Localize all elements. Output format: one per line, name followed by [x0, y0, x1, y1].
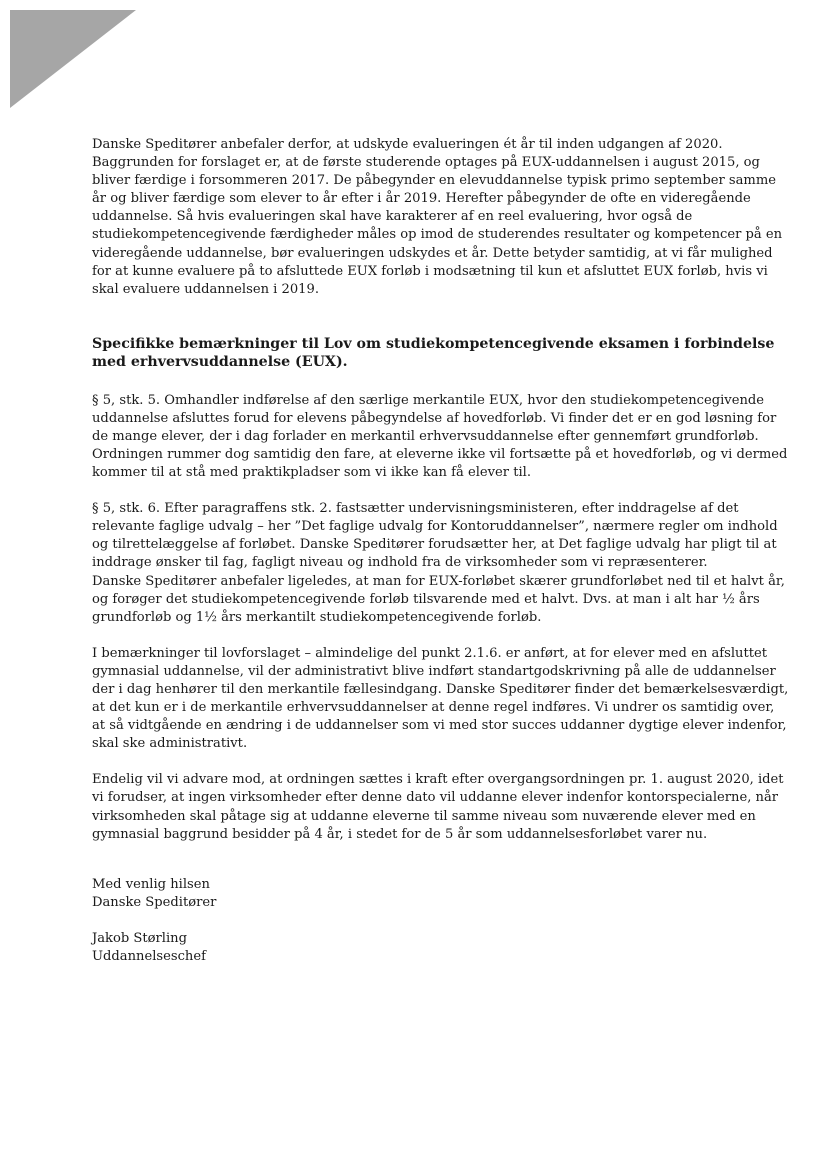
- text-line: gymnasial baggrund besidder på 4 år, i stedet for de 5 år som uddannelsesforløbet varer nu.: [92, 826, 708, 842]
- text-line: videregående uddannelse, bør evalueringen udskydes et år. Dette betyder samtidig, at vi får mulighed: [92, 245, 773, 261]
- paragraph-evaluation: [92, 136, 783, 299]
- text-line: kommer til at stå med praktikpladser som vi ikke kan få elever til.: [92, 465, 532, 481]
- text-line: relevante faglige udvalg – her ”Det faglige udvalg for Kontoruddannelser”, nærmere regler om indhold: [92, 519, 778, 535]
- text-line: for at kunne evaluere på to afsluttede EUX forløb i modsætning til kun et afsluttet EUX forløb, hvis vi: [92, 263, 768, 279]
- text-line: Danske Speditører anbefaler derfor, at udskyde evalueringen ét år til inden udgangen af 2020.: [92, 137, 723, 152]
- text-line: de mange elever, der i dag forlader en merkantil erhvervsuddannelse efter gennemført grundforløb.: [92, 428, 759, 444]
- text-line: uddannelse afsluttes forud for elevens påbegyndelse af hovedforløb. Vi finder det er en god løsning for: [92, 410, 777, 426]
- text-line: § 5, stk. 6. Efter paragraffens stk. 2. fastsætter undervisningsministeren, efter inddragelse af det: [92, 501, 739, 517]
- text-line: inddrage ønsker til fag, fagligt niveau og indhold fra de virksomheder som vi repræsenterer.: [92, 555, 708, 571]
- text-line: Baggrunden for forslaget er, at de første studerende optages på EUX-uddannelsen i august 2015, og: [92, 155, 760, 171]
- heading-line: med erhvervsuddannelse (EUX).: [92, 354, 348, 371]
- text-line: skal evaluere uddannelsen i 2019.: [92, 281, 320, 297]
- signer-name: Jakob Størling: [92, 930, 187, 946]
- heading-line: Specifikke bemærkninger til Lov om studiekompetencegivende eksamen i forbindelse: [92, 335, 775, 352]
- paragraph-warning: [92, 771, 784, 843]
- text-line: virksomheden skal påtage sig at uddanne eleverne til samme niveau som nuværende elever med en: [92, 808, 756, 824]
- greeting: Med venlig hilsen: [92, 876, 210, 892]
- text-line: at det kun er i de merkantile erhvervsuddannelser at denne regel indføres. Vi undrer os samtidig over,: [92, 700, 775, 716]
- text-line: bliver færdige i forsommeren 2017. De påbegynder en elevuddannelse typisk primo september samme: [92, 173, 776, 189]
- text-line: gymnasial uddannelse, vil der administrativt blive indført standartgodskrivning på alle de uddannelser: [92, 663, 776, 679]
- text-line: Ordningen rummer dog samtidig den fare, at eleverne ikke vil fortsætte på et hovedforløb, og vi dermed: [92, 446, 788, 462]
- section-heading: [92, 335, 775, 372]
- text-line: og forøger det studiekompetencegivende forløb tilsvarende med et halvt. Dvs. at man i alt har ½ års: [92, 591, 760, 607]
- corner-triangle-mark: [10, 10, 136, 108]
- text-line: og tilrettelæggelse af forløbet. Danske Speditører forudsætter her, at Det faglige udvalg har pligt til at: [92, 537, 777, 553]
- text-line: vi forudser, at ingen virksomheder efter denne dato vil uddanne elever indenfor kontorspecialerne, når: [92, 790, 779, 806]
- text-line: år og bliver færdige som elever to år efter i år 2019. Herefter påbegynder de ofte en videregående: [92, 191, 751, 207]
- text-line: der i dag henhører til den merkantile fællesindgang. Danske Speditører finder det bemærkelsesværdigt,: [92, 681, 789, 697]
- signoff: [92, 876, 742, 966]
- signature-block: [92, 930, 742, 966]
- signer-title: Uddannelseschef: [92, 949, 206, 964]
- text-line: I bemærkninger til lovforslaget – almindelige del punkt 2.1.6. er anført, at for elever med en afsluttet: [92, 645, 767, 661]
- organization-name: Danske Speditører: [92, 894, 217, 910]
- text-line: Danske Speditører anbefaler ligeledes, at man for EUX-forløbet skærer grundforløbet ned til et halvt år,: [92, 573, 785, 589]
- letter-body: [92, 136, 789, 984]
- paragraph-stk6: [92, 500, 785, 627]
- greeting-block: [92, 876, 742, 912]
- text-line: at så vidtgående en ændring i de uddannelser som vi med stor succes uddanner dygtige elever indenfor,: [92, 718, 787, 734]
- text-line: § 5, stk. 5. Omhandler indførelse af den særlige merkantile EUX, hvor den studiekompetencegivende: [92, 392, 765, 408]
- text-line: studiekompetencegivende færdigheder måles op imod de studerendes resultater og kompetencer på en: [92, 227, 783, 243]
- text-line: uddannelse. Så hvis evalueringen skal have karakterer af en reel evaluering, hvor også de: [92, 209, 693, 225]
- text-line: Endelig vil vi advare mod, at ordningen sættes i kraft efter overgangsordningen pr. 1. august 2020, idet: [92, 772, 784, 788]
- paragraph-remarks: [92, 645, 789, 754]
- text-line: skal ske administrativt.: [92, 736, 248, 752]
- text-line: grundforløb og 1½ års merkantilt studiekompetencegivende forløb.: [92, 609, 542, 625]
- paragraph-stk5: [92, 392, 788, 482]
